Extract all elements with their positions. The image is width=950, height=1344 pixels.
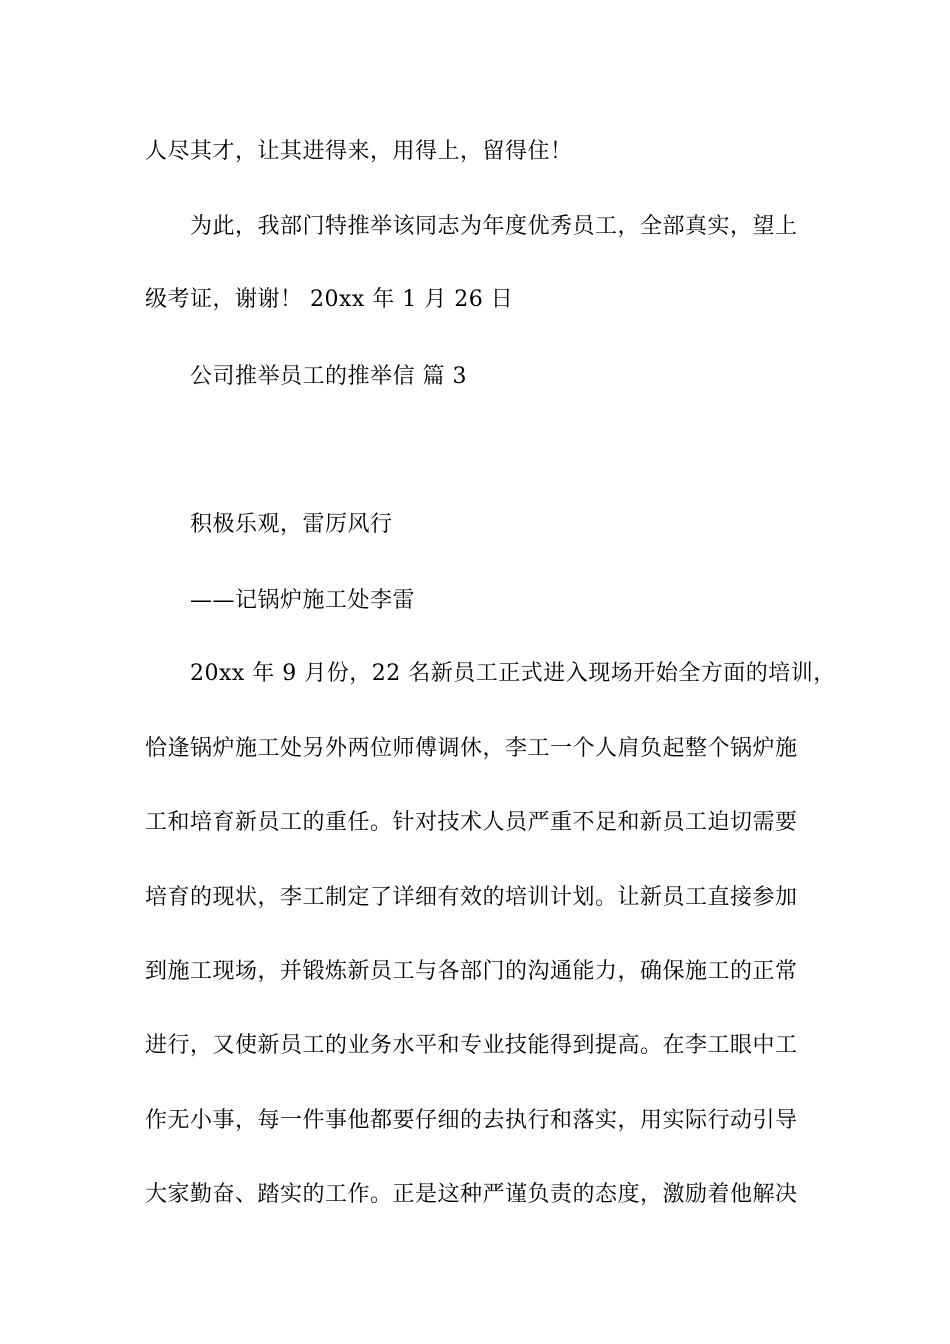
text-line: 大家勤奋、踏实的工作。正是这种严谨负责的态度，激励着他解决 [145, 1182, 798, 1207]
text-line: 人尽其才，让其进得来，用得上，留得住！ [145, 139, 573, 164]
text-line: 培育的现状，李工制定了详细有效的培训计划。让新员工直接参加 [145, 885, 798, 910]
text-line: 进行，又使新员工的业务水平和专业技能得到提高。在李工眼中工 [145, 1033, 798, 1058]
text-line: 工和培育新员工的重任。针对技术人员严重不足和新员工迫切需要 [145, 810, 798, 835]
section-heading: 公司推举员工的推举信 篇 3 [190, 364, 467, 389]
text-line: 20xx 年 9 月份，22 名新员工正式进入现场开始全方面的培训， [190, 661, 836, 686]
article-subtitle: ——记锅炉施工处李雷 [190, 588, 416, 613]
text-line: 为此，我部门特推举该同志为年度优秀员工，全部真实，望上 [190, 214, 798, 239]
text-line: 到施工现场，并锻炼新员工与各部门的沟通能力，确保施工的正常 [145, 959, 798, 984]
article-title: 积极乐观，雷厉风行 [190, 512, 393, 537]
text-line: 级考证，谢谢！ 20xx 年 1 月 26 日 [145, 287, 514, 312]
text-line: 作无小事，每一件事他都要仔细的去执行和落实，用实际行动引导 [145, 1108, 798, 1133]
text-line: 恰逢锅炉施工处另外两位师傅调休，李工一个人肩负起整个锅炉施 [145, 736, 798, 761]
